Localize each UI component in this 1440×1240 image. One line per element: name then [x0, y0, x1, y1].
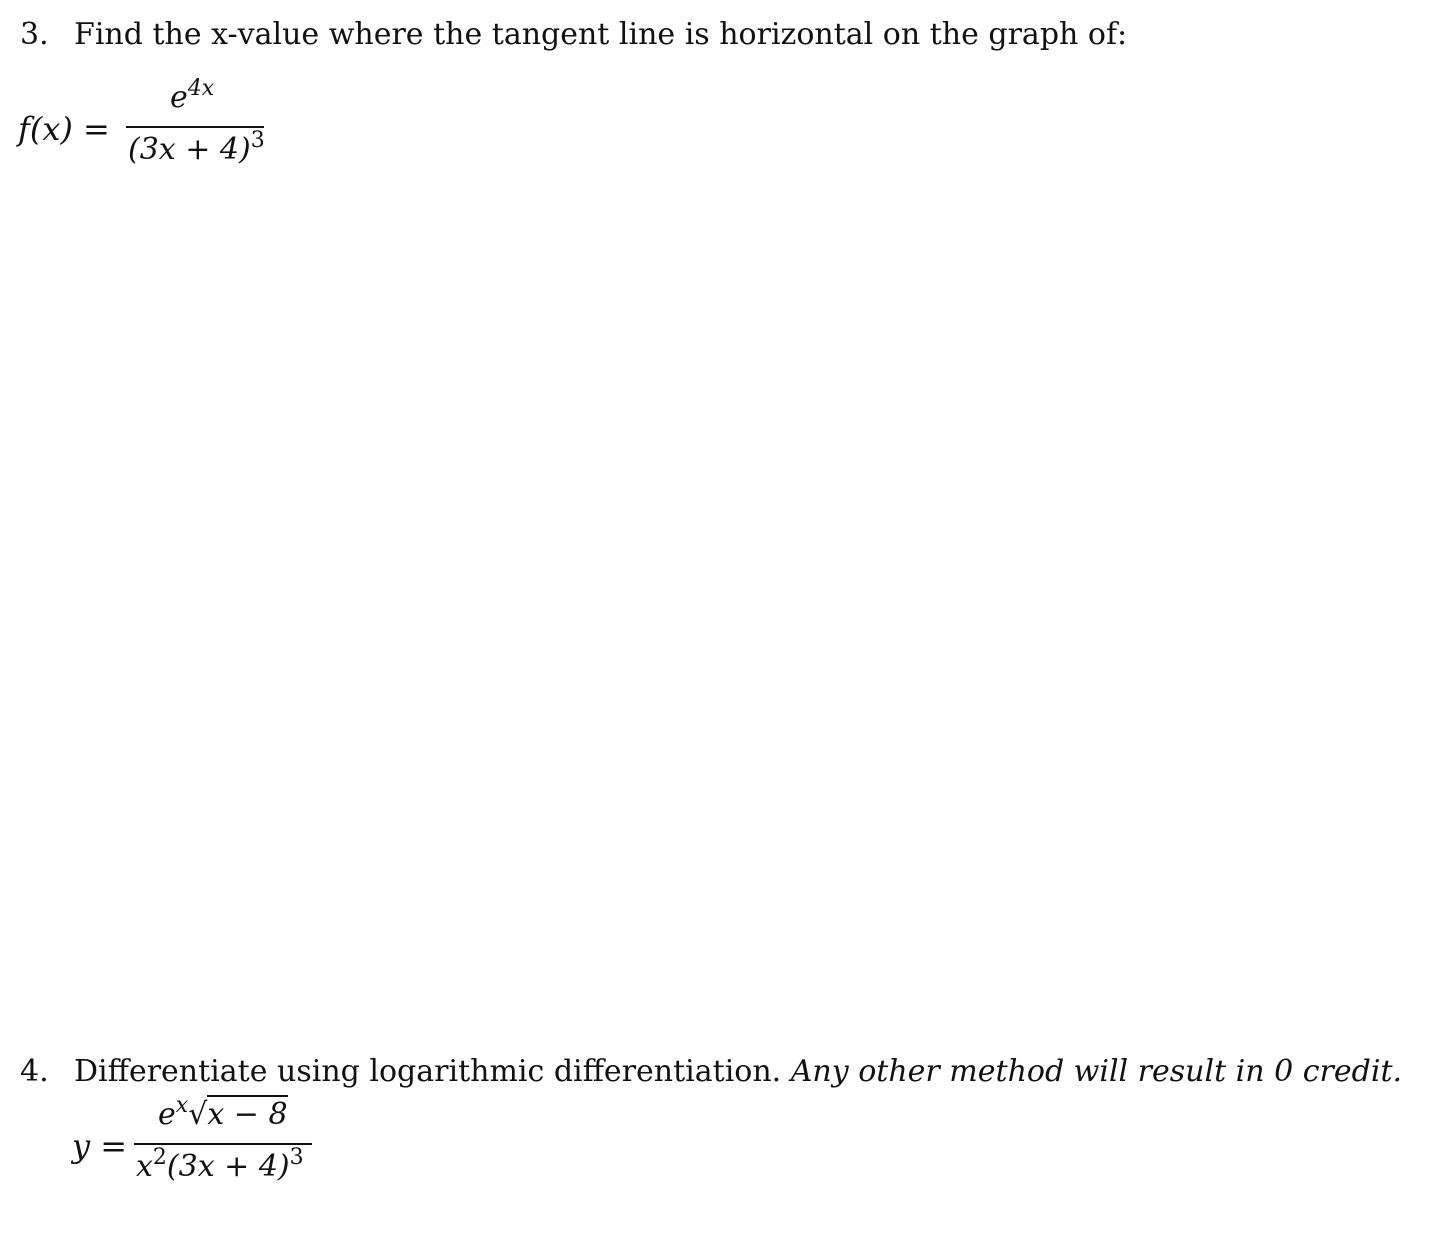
problem-4-radicand: x − 8 — [207, 1097, 288, 1132]
problem-4-denominator-x-exp: 2 — [152, 1145, 167, 1170]
problem-3-lhs: f(x) = — [18, 110, 110, 148]
problem-4-numerator-exp: x — [175, 1093, 189, 1118]
problem-4-prompt — [20, 1054, 1402, 1090]
problem-4-denominator-x: x — [136, 1149, 153, 1184]
problem-3-number: 3. — [20, 17, 49, 52]
problem-4-denominator-exp: 3 — [289, 1145, 304, 1170]
problem-3-text: Find the x-value where the tangent line is horizontal on the graph of: — [74, 17, 1128, 52]
problem-3-numerator-exp: 4x — [187, 76, 215, 101]
problem-4-denominator — [136, 1145, 304, 1184]
problem-3-denominator-exp: 3 — [250, 128, 265, 153]
problem-3-prompt — [20, 17, 1127, 53]
problem-4-numerator — [158, 1093, 288, 1132]
problem-4-denominator-base: (3x + 4) — [166, 1149, 290, 1184]
problem-4-text: Differentiate using logarithmic differentiation. — [74, 1054, 782, 1089]
problem-3-denominator-base: (3x + 4) — [128, 132, 251, 167]
radical-sign: √ — [188, 1097, 208, 1132]
problem-4-lhs: y = — [72, 1127, 128, 1165]
problem-3-fraction-bar — [126, 126, 264, 128]
problem-4-numerator-base: e — [158, 1097, 176, 1132]
problem-3-numerator-base: e — [170, 80, 188, 115]
problem-3-numerator — [170, 76, 215, 115]
problem-4-emphasis: Any other method will result in 0 credit. — [790, 1054, 1403, 1089]
problem-3-denominator — [128, 128, 265, 167]
problem-4-number: 4. — [20, 1054, 49, 1089]
